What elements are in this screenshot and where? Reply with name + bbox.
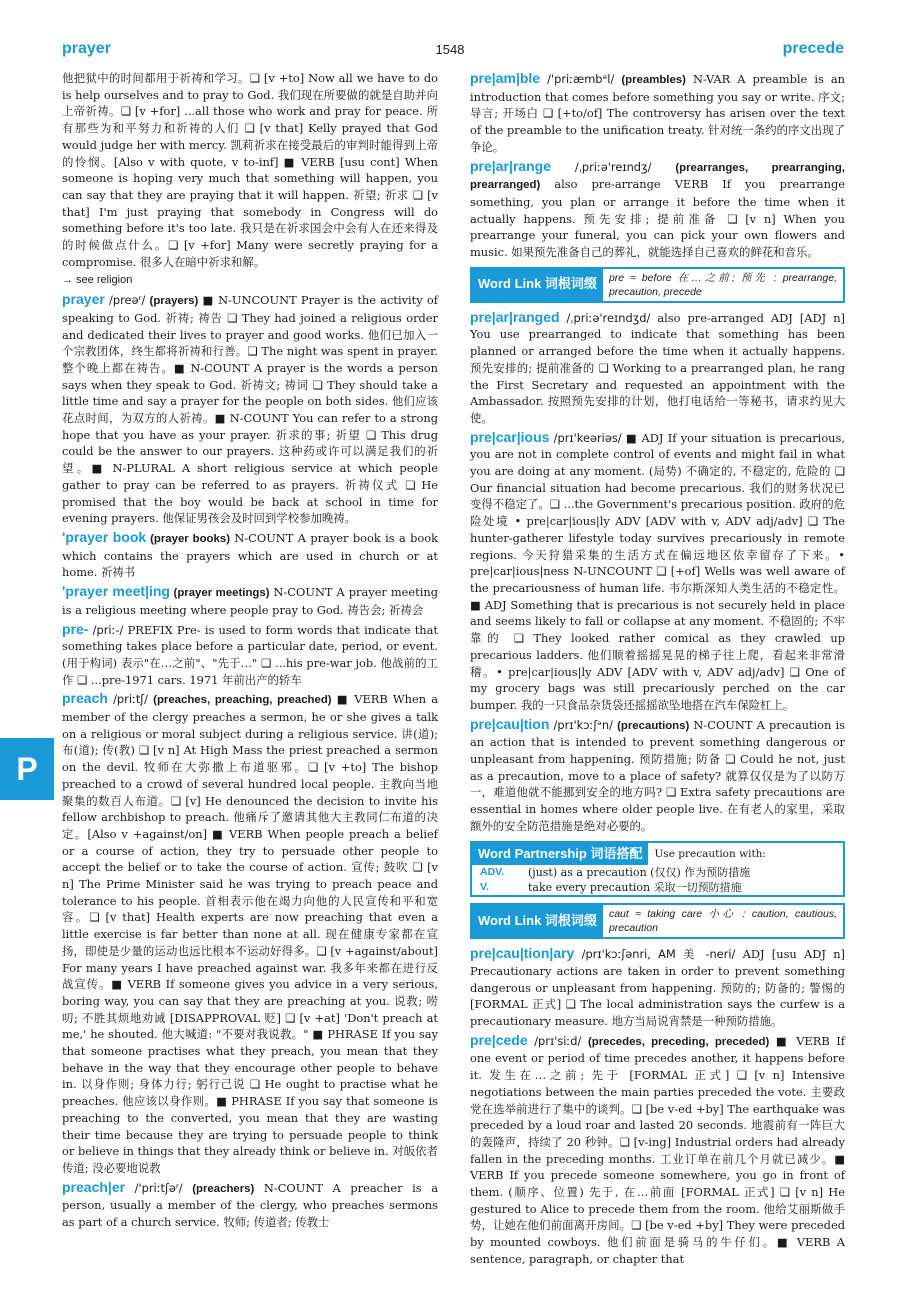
entry-prayer-meeting xyxy=(62,583,438,618)
entry-prearrange xyxy=(470,158,845,261)
partnership-value: (just) as a precaution (仅仅) 作为预防措施 xyxy=(528,866,751,880)
entry-preamble xyxy=(470,70,845,156)
pronunciation: /preəʳ/ xyxy=(104,293,150,308)
definition: ADJ [usu ADJ n] Precautionary actions are taken in order to prevent something dangerous or unpleasant from happening. 预防的; 防备的; 警惕的 [FORMAL 正式] ❏ The local administration says the curfew is a precautionary measure. 地方当局说宵禁是一种预防措施。 xyxy=(470,947,845,1029)
entry-prayer-book xyxy=(62,529,438,581)
definition: N-COUNT A preacher is a person, usually a member of the clergy, who preaches sermons as part of a church service. 牧师; 传道者; 传教士 xyxy=(62,1180,439,1230)
box-text: pre ≈ before 在…之前; 预先 : prearrange, precaution, precede xyxy=(608,271,837,298)
page-number: 1548 xyxy=(435,42,465,57)
entry-preach xyxy=(62,690,438,1176)
pronunciation: /ˌpriːə'reɪndʒd/ xyxy=(559,310,658,325)
entry-continuation: 他把狱中的时间都用于祈祷和学习。❏ [v +to] Now all we have to do is help ourselves and to pray to God. 我们现在所要做的就是自助并向上帝祈祷。❏ [v +for] ...all those who work and pray for peace. 所有那些为和平努力和祈祷的人们 ❏ [v that] Kelly prayed that God would judge her with mercy. 凯莉祈求在接受最后的审判时能得到上帝的怜悯。[Also v with quote, v to-inf] ■ VERB [usu cont] When someone is hoping very much that something will happen, you can say that they are praying that it will happen. 祈望; 祈求 ❏ [v that] I'm just praying that somebody in Congress will do something before it's too late. 我只是在祈求国会中会有人在还来得及的时候做点什么。❏ [v +for] Many were secretly praying for a compromise. 很多人在暗中祈求和解。 xyxy=(62,71,438,269)
right-column xyxy=(470,70,845,1270)
definition: ■ N-UNCOUNT Prayer is the activity of speaking to God. 祈祷; 祷告 ❏ They had joined a religious order and dedicated their lives to prayer and good works. 他们已加入一个宗教团体，终生都将祈祷和行善。❏ The night was spent in prayer. 整个晚上都在祷告。■ N-COUNT A prayer is the words a person says when they speak to God. 祈祷文; 祷词 ❏ They should take a little time and say a prayer for the people on both sides. 他们应该花点时间，为双方的人祈祷。■ N-COUNT You can refer to a strong hope that you have as your prayer. 祈求的事; 祈望 ❏ This drug could be the answer to our prayers. 这种药或许可以满足我们的祈望。■ N-PLURAL A short religious service at which people gather to pray can be referred to as prayers. 祈祷仪式 ❏ He promised that the boy would be back at school in time for evening prayers. 他保证男孩会及时回到学校参加晚祷。 xyxy=(62,293,438,526)
entry-pre xyxy=(62,621,438,689)
definition: N-VAR A preamble is an introduction that comes before something you say or write. 序文; 导言; 开场白 ❏ [+to/of] The controversy has arisen over the text of the preamble to the unification treaty. 针对统一条约的序文出现了争论。 xyxy=(470,72,845,154)
partnership-row xyxy=(472,880,843,895)
entry-precede xyxy=(470,1032,845,1268)
left-column xyxy=(62,70,438,1233)
headword: 'prayer book xyxy=(62,528,147,545)
pronunciation: /ˌpriːə'reɪndʒ/ xyxy=(550,159,676,174)
pronunciation: /priːtʃ/ xyxy=(107,692,154,707)
guide-word-left: prayer xyxy=(62,40,111,57)
headword: preach|er xyxy=(62,1178,126,1195)
headword: pre|ar|ranged xyxy=(470,308,560,325)
word-link-box xyxy=(470,903,845,939)
entry-preacher xyxy=(62,1179,438,1231)
word-partnership-box xyxy=(470,841,845,898)
box-text: Use precaution with: xyxy=(654,847,766,860)
definition: also pre-arrange VERB If you prearrange something, you plan or arrange it before the time when it actually happens. 预先安排; 提前准备 ❏ [v n] When you prearrange your funeral, you can pick your own flowers and music. 如果预先准备自己的葬礼，就能选择自己喜欢的鲜花和音乐。 xyxy=(470,177,845,260)
headword: pre|cau|tion xyxy=(470,715,550,732)
inflections: (preaches, preaching, preached) xyxy=(153,694,332,707)
box-text: caut ≈ taking care 小心 : caution, cautious, precaution xyxy=(608,908,837,935)
inflections: (precedes, preceding, preceded) xyxy=(587,1035,770,1048)
headword: preach xyxy=(62,690,108,707)
headword: prayer xyxy=(62,291,105,308)
definition: PREFIX Pre- is used to form words that indicate that something takes place before a particular date, period, or event. (用于构词) 表示"在…之前"、"先于…" ❏ ...his pre-war job. 他战前的工作 ❏ ...pre-1971 cars. 1971 年前出产的轿车 xyxy=(62,622,438,687)
entry-precarious xyxy=(470,429,845,714)
pronunciation: /prɪ'kɔːʃənri, AM 美 -neri/ xyxy=(574,947,743,962)
inflections: (prayer meetings) xyxy=(170,587,270,600)
definition: N-COUNT A prayer book is a book which contains the prayers which are used in church or at home. 祈祷书 xyxy=(62,530,438,580)
inflections: (preachers) xyxy=(192,1182,255,1195)
headword: pre|car|ious xyxy=(470,428,550,445)
definition: ■ VERB If one event or period of time precedes another, it happens before it. 发生在…之前; 先于 [FORMAL 正式] ❏ [v n] Intensive negotiations between the main parties preceded the vote. 主要政党在选举前进行了集中的谈判。❏ [be v-ed +by] The earthquake was preceded by a loud roar and lasted 20 seconds. 地震前有一阵巨大的轰隆声，持续了 20 秒钟。❏ [v-ing] Industrial orders had already fallen in the preceding months. 工业订单在前几个月就已减少。■ VERB If you precede someone somewhere, you go in front of them. (顺序、位置) 先于, 在…前面 [FORMAL 正式] ❏ [v n] He gestured to Alice to precede them from the room. 他给艾丽斯做手势，让她在他们前面离开房间。❏ [be v-ed +by] They were preceded by mounted cowboys. 他们前面是骑马的牛仔们。■ VERB A sentence, paragraph, or chapter that xyxy=(470,1033,845,1266)
inflections: (prearranges, prearranging, prearranged) xyxy=(470,161,845,192)
thumb-index-tab[interactable]: P xyxy=(0,738,54,800)
headword: pre|am|ble xyxy=(470,70,541,86)
pronunciation: /prɪ'siːd/ xyxy=(527,1033,588,1048)
headword: pre- xyxy=(62,620,89,637)
box-title: Word Link 词根词缀 xyxy=(472,905,603,937)
headword: pre|cede xyxy=(470,1031,528,1048)
pronunciation: /priː-/ xyxy=(88,622,128,637)
pronunciation: /prɪ'kɔːʃᵊn/ xyxy=(549,717,618,732)
inflections: (precautions) xyxy=(617,719,690,732)
headword: 'prayer meet|ing xyxy=(62,583,170,600)
definition: ■ VERB When a member of the clergy preaches a sermon, he or she gives a talk on a religious or moral subject during a religious service. 讲(道); 布(道); 传(教) ❏ [v n] At High Mass the priest preached a sermon on the devil. 牧师在大弥撒上布道驱邪。❏ [v +to] The bishop preached to a crowd of several hundred local people. 主教向当地聚集的数百人布道。❏ [v] He denounced the decision to invite his fellow archbishop to preach. 他痛斥了邀请其他大主教同仁布道的决定。[Also v +against/on] ■ VERB When people preach a belief or a course of action, they try to persuade other people to accept the belief or to take the course of action. 宣传; 鼓吹 ❏ [v n] The Prime Minister said he was trying to preach peace and tolerance to his people. 首相表示他在竭力向他的人民宣传和平和宽容。❏ [v that] Health experts are now preaching that even a little exercise is far better than none at all. 现在健康专家都在宣扬，即使是少量的运动也远比根本不运动好得多。❏ [v +against/about] For many years I have preached against war. 我多年来都在进行反战宣传。■ VERB If someone gives you advice in a very serious, boring way, you can say that they are preaching at you. 说教; 唠叨; 不胜其烦地劝诫 [DISAPPROVAL 贬] ❏ [v +at] 'Don't preach at me,' he shouted. 他大喊道: "不要对我说教。" ■ PHRASE If you say that someone practises what they preach, you mean that they behave in the way that they encourage other people to behave in. 以身作则; 身体力行; 躬行己说 ❏ He ought to practise what he preaches. 他应该以身作则。■ PHRASE If you say that someone is preaching to the converted, you mean that they are wasting their time because they are trying to persuade people to think or believe in things that they already think or believe in. 对皈依者传道; 没必要地说教 xyxy=(62,692,438,1175)
headword: pre|ar|range xyxy=(470,157,551,174)
entry-precaution xyxy=(470,716,845,835)
box-title: Word Link 词根词缀 xyxy=(472,269,603,301)
pronunciation: /'priːtʃəʳ/ xyxy=(125,1180,193,1195)
inflections: (prayers) xyxy=(149,295,199,308)
definition: ■ ADJ If your situation is precarious, you are not in complete control of events and might fail in what you are doing at any moment. (局势) 不确定的, 不稳定的, 危险的 ❏ Our financial situation had become precarious. 我们的财务状况已变得不稳定了。❏ ...the Government's precarious position. 政府的危险处境 • pre|car|ious|ly ADV [ADV with v, ADV adj/adv] ❏ The hunter-gatherer lifestyle today survives precariously in remote regions. 今天狩猎采集的生活方式在偏远地区依幸留存了下来。• pre|car|ious|ness N-UNCOUNT ❏ [+of] Wells was well aware of the precariousness of human life. 韦尔斯深知人类生活的不稳定性。■ ADJ Something that is precarious is not securely held in place and seems likely to fall or collapse at any moment. 不稳固的; 不牢靠的 ❏ They looked rather comical as they crawled up precarious ladders. 他们顺着摇摇晃晃的梯子往上爬，看起来非常滑稽。• pre|car|ious|ly ADV [ADV with v, ADV adj/adv] ❏ One of my grocery bags was still precariously perched on the car bumper. 我的一只食品杂货袋还摇摇欲坠地搭在汽车保险杠上。 xyxy=(470,430,845,712)
entry-precautionary xyxy=(470,945,845,1030)
headword: pre|cau|tion|ary xyxy=(470,945,575,962)
guide-word-right: precede xyxy=(782,40,844,57)
box-title: Word Partnership 词语搭配 xyxy=(472,843,648,866)
inflections: (preambles) xyxy=(621,74,686,86)
definition: also pre-arranged ADJ [ADJ n] You use prearranged to indicate that something has been planned or arranged before the time when it actually happens. 预先安排的; 提前准备的 ❏ Working to a prearranged plan, he rang the First Secretary and requested an appointment with the Ambassador. 按照预先安排的计划，他打电话给一等秘书，请求约见大使。 xyxy=(470,310,845,425)
inflections: (prayer books) xyxy=(146,532,230,545)
cross-reference[interactable]: → see religion xyxy=(62,274,133,287)
definition: N-COUNT A precaution is an action that is intended to prevent something dangerous or unpleasant from happening. 预防措施; 防备 ❏ Could he not, just as a precaution, move to a place of safety? 就算仅仅是为了以防万一，难道他就不能挪到安全的地方吗? ❏ Extra safety precautions are essential in homes where older people live. 在有老人的家里，采取额外的安全防范措施是绝对必要的。 xyxy=(470,717,845,833)
partnership-key: V. xyxy=(480,881,489,894)
partnership-value: take every precaution 采取一切预防措施 xyxy=(528,881,742,895)
page-header xyxy=(0,40,900,64)
definition: N-COUNT A prayer meeting is a religious meeting where people pray to God. 祷告会; 祈祷会 xyxy=(62,585,438,617)
entry-prayer xyxy=(62,291,438,527)
pronunciation: /'priːæmbᵊl/ xyxy=(540,72,622,86)
entry-prearranged xyxy=(470,309,845,427)
pronunciation: /prɪ'keəriəs/ xyxy=(549,430,626,445)
partnership-row xyxy=(472,865,843,880)
partnership-key: ADV. xyxy=(480,866,505,879)
word-link-box xyxy=(470,267,845,303)
